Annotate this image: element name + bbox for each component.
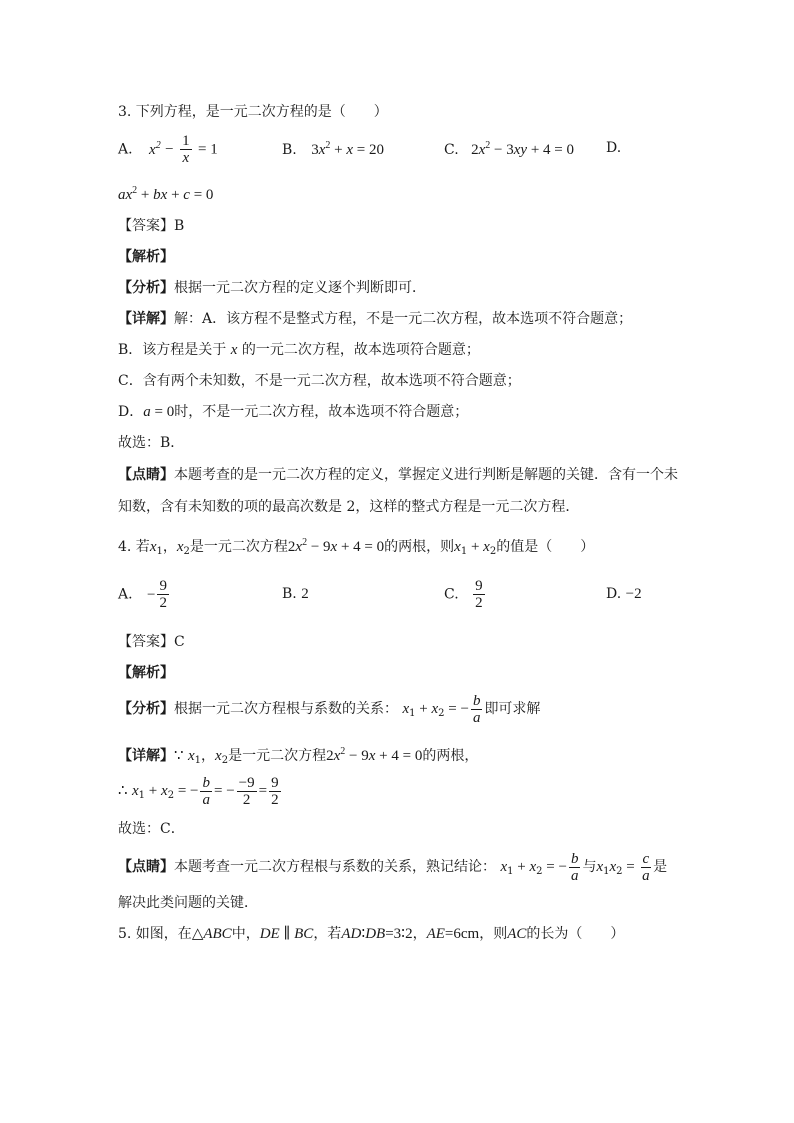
q4-option-d: D. −2 bbox=[606, 586, 642, 602]
q4-derivation: ∴ $x_1 + x_2$ = − $\frac{b}{a}$ = − $\frac{-9}{2}$ = $\frac{9}{2}$ bbox=[118, 774, 279, 808]
q3-guxuan: 故选：B． bbox=[118, 435, 185, 451]
q4-option-a: A. − $\frac{9}{2}$ bbox=[118, 578, 167, 611]
q3-stem: 3. 下列方程，是一元二次方程的是（ ） bbox=[118, 104, 388, 120]
q3-dianjing-2: 知数，含有未知数的项的最高次数是 2，这样的整式方程是一元二次方程． bbox=[118, 499, 580, 515]
q5-stem: 5. 如图，在△ABC中，DE ∥ BC，若AD∶DB=3∶2，AE=6cm，则AC的长为（ ） bbox=[118, 926, 625, 942]
q3-answer: 【答案】B bbox=[118, 218, 185, 234]
q4-option-b: B. 2 bbox=[282, 586, 309, 602]
q3-option-d-label: D. bbox=[606, 140, 622, 156]
q3-analysis-head: 【解析】 bbox=[118, 249, 174, 265]
q4-dianjing-1: 【点睛】本题考查一元二次方程根与系数的关系，熟记结论： $x_1 + x_2$ = − $\frac{b}{a}$ 与$x_1x_2$ = $\frac{c}{a}$ 是 bbox=[118, 850, 668, 884]
q4-dianjing-2: 解决此类问题的关键． bbox=[118, 895, 258, 911]
q3-dianjing-1: 【点睛】本题考查的是一元二次方程的定义，掌握定义进行判断是解题的关键．含有一个未 bbox=[118, 467, 678, 483]
q4-xiangjie: 【详解】∵ $x_1$，$x_2$是一元二次方程$2x^2 - 9x + 4 = 0$的两根， bbox=[118, 746, 479, 766]
q3-line-c: C．含有两个未知数，不是一元二次方程，故本选项不符合题意； bbox=[118, 373, 521, 389]
q4-fenxi: 【分析】根据一元二次方程根与系数的关系： $x_1 + x_2$ = − $\frac{b}{a}$ 即可求解 bbox=[118, 692, 541, 726]
q3-option-c: C. $2x^2 - 3xy + 4 = 0$ bbox=[444, 140, 575, 158]
q3-option-b: B. $3x^2 + x = 20$ bbox=[282, 140, 384, 158]
q3-fenxi: 【分析】根据一元二次方程的定义逐个判断即可． bbox=[118, 280, 426, 296]
q3-option-d: $ax^2$ + bx + c = 0 bbox=[118, 185, 214, 203]
q4-guxuan: 故选：C． bbox=[118, 821, 185, 837]
q3-line-b: B．该方程是关于 x 的一元二次方程，故本选项符合题意； bbox=[118, 342, 480, 358]
q4-answer: 【答案】C bbox=[118, 634, 185, 650]
q4-option-c: C. $\frac{9}{2}$ bbox=[444, 578, 483, 611]
q3-xiangjie: 【详解】解：A．该方程不是整式方程，不是一元二次方程，故本选项不符合题意； bbox=[118, 311, 633, 327]
q3-line-d: D．a = 0时，不是一元二次方程，故本选项不符合题意； bbox=[118, 404, 469, 420]
q3-option-a: A. $x^2$ − $\frac{1}{x}$ = 1 bbox=[118, 133, 218, 166]
q4-analysis-head: 【解析】 bbox=[118, 665, 174, 681]
q4-stem: 4. 若$x_1$，$x_2$是一元二次方程$2x^2 - 9x + 4 = 0$的两根，则$x_1 + x_2$的值是（ ） bbox=[118, 537, 595, 557]
